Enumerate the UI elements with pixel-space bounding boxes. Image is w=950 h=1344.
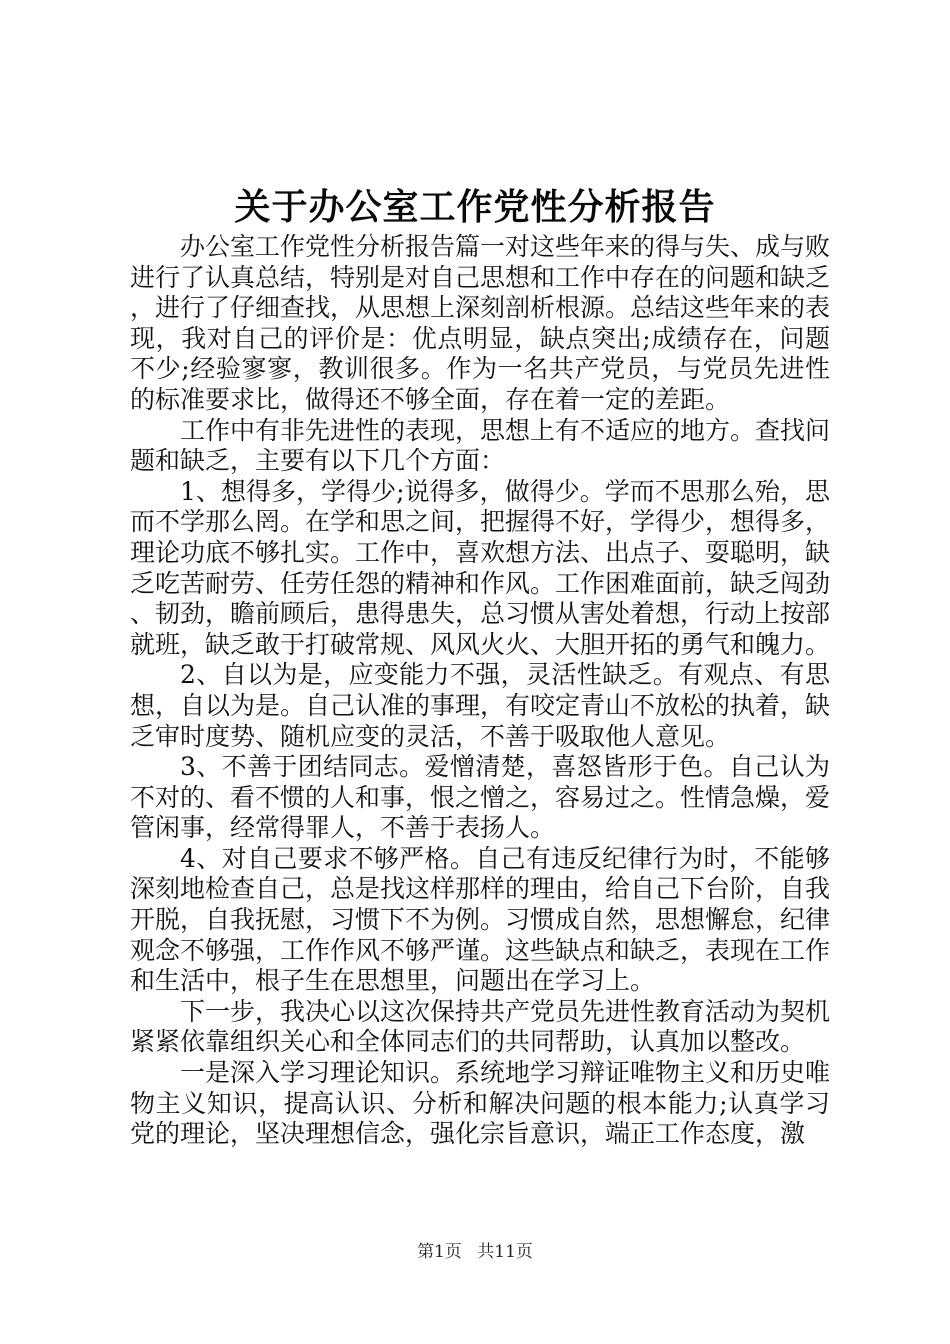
body-paragraph: 工作中有非先进性的表现，思想上有不适应的地方。查找问题和缺乏，主要有以下几个方面：	[130, 415, 831, 476]
page-number-total: 共11页	[477, 1242, 533, 1262]
body-paragraph: 一是深入学习理论知识。系统地学习辩证唯物主义和历史唯物主义知识，提高认识、分析和解决问题的根本能力;认真学习党的理论，坚决理想信念，强化宗旨意识，端正工作态度，激	[130, 1058, 831, 1149]
body-paragraph: 4、对自己要求不够严格。自己有违反纪律行为时，不能够深刻地检查自己，总是找这样那样的理由，给自己下台阶，自我开脱，自我抚慰，习惯下不为例。习惯成自然，思想懈怠，纪律观念不够强，工作作风不够严谨。这些缺点和缺乏，表现在工作和生活中，根子生在思想里，问题出在学习上。	[130, 843, 831, 996]
page-number-current: 第1页	[417, 1242, 462, 1262]
body-paragraph: 下一步，我决心以这次保持共产党员先进性教育活动为契机紧紧依靠组织关心和全体同志们的共同帮助，认真加以整改。	[130, 996, 831, 1057]
body-paragraph: 1、想得多，学得少;说得多，做得少。学而不思那么殆，思而不学那么罔。在学和思之间，把握得不好，学得少，想得多，理论功底不够扎实。工作中，喜欢想方法、出点子、耍聪明，缺乏吃苦耐劳、任劳任怨的精神和作风。工作困难面前，缺乏闯劲、韧劲，瞻前顾后，患得患失，总习惯从害处着想，行动上按部就班，缺乏敢于打破常规、风风火火、大胆开拓的勇气和魄力。	[130, 476, 831, 659]
page-footer	[0, 1241, 950, 1263]
body-paragraph: 2、自以为是，应变能力不强，灵活性缺乏。有观点、有思想，自以为是。自己认准的事理，有咬定青山不放松的执着，缺乏审时度势、随机应变的灵活，不善于吸取他人意见。	[130, 660, 831, 751]
body-paragraph: 3、不善于团结同志。爱憎清楚，喜怒皆形于色。自己认为不对的、看不惯的人和事，恨之憎之，容易过之。性情急燥，爱管闲事，经常得罪人，不善于表扬人。	[130, 752, 831, 843]
document-body	[130, 232, 830, 1150]
body-paragraph: 办公室工作党性分析报告篇一对这些年来的得与失、成与败进行了认真总结，特别是对自己思想和工作中存在的问题和缺乏，进行了仔细查找，从思想上深刻剖析根源。总结这些年来的表现，我对自己的评价是：优点明显，缺点突出;成绩存在，问题不少;经验寥寥，教训很多。作为一名共产党员，与党员先进性的标准要求比，做得还不够全面，存在着一定的差距。	[130, 232, 831, 414]
document-title: 关于办公室工作党性分析报告	[234, 186, 716, 228]
